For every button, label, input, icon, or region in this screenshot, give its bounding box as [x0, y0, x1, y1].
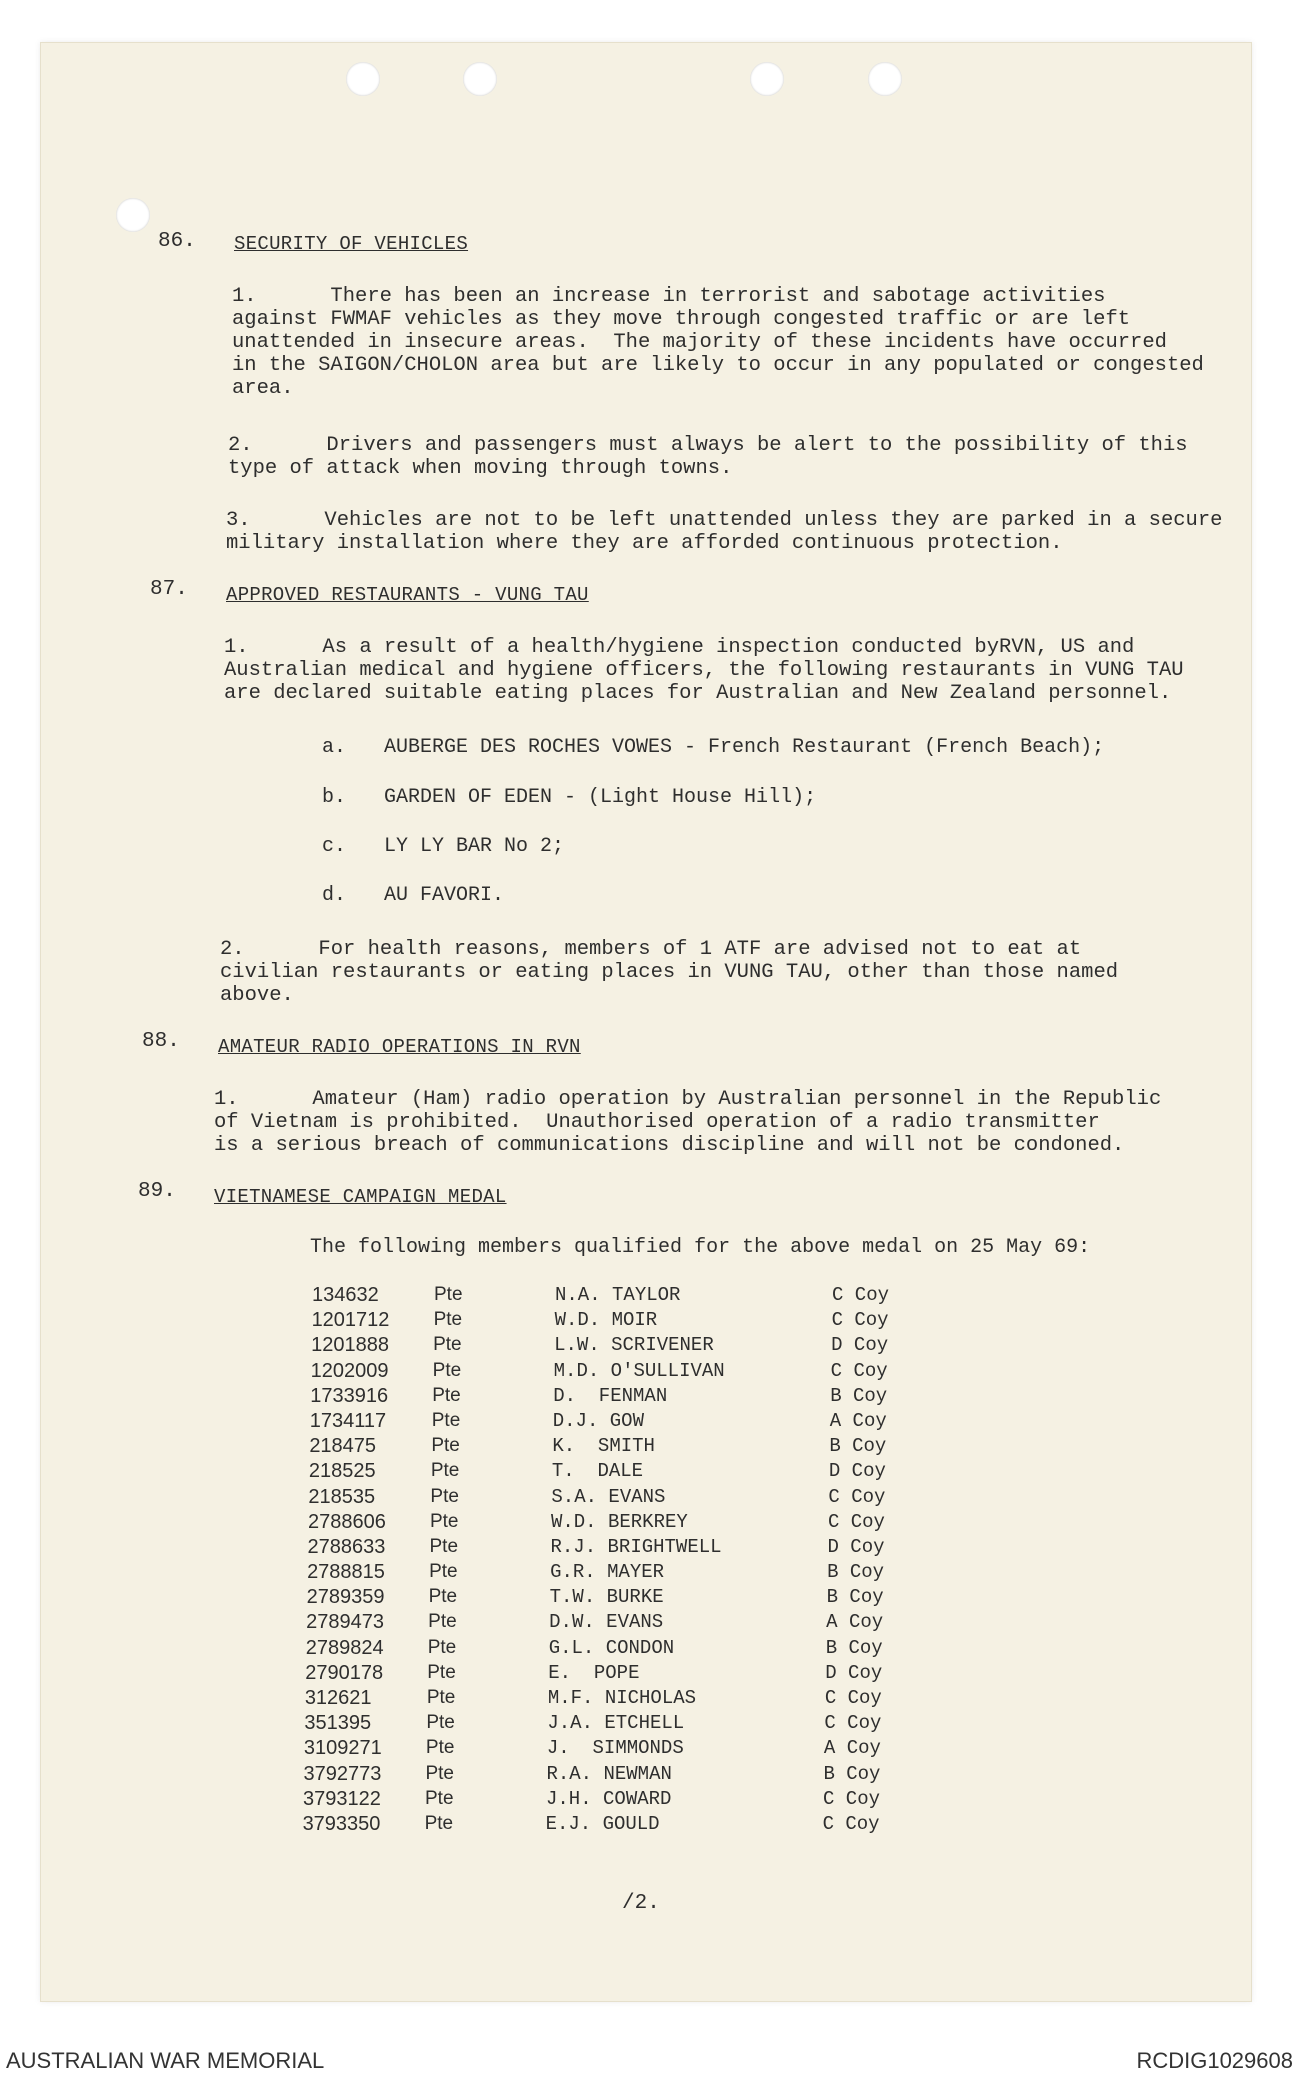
member-company: B Coy: [827, 1561, 885, 1584]
page-continuation: /2.: [622, 1892, 660, 1915]
member-rank: Pte: [428, 1611, 457, 1633]
section-89-number: 89.: [138, 1180, 176, 1203]
member-service-number: 2789359: [306, 1586, 385, 1609]
member-service-number: 1202009: [310, 1359, 389, 1382]
section-86-paragraph-2: 2. Drivers and passengers must always be alert to the possibility of this type of attack when moving through towns.: [228, 434, 1188, 480]
member-rank: Pte: [427, 1636, 457, 1658]
table-row: [299, 1460, 939, 1485]
section-87-number: 87.: [150, 578, 188, 601]
member-service-number: 312621: [304, 1687, 372, 1709]
table-row: [298, 1511, 938, 1536]
restaurant-item-a: a. AUBERGE DES ROCHES VOWES - French Restaurant (French Beach);: [322, 736, 1105, 759]
table-row: [297, 1586, 937, 1611]
member-rank: Pte: [425, 1737, 455, 1759]
medal-members-table: [302, 1284, 942, 1838]
member-company: C Coy: [832, 1284, 890, 1306]
member-name: W.D. BERKREY: [550, 1510, 688, 1533]
member-service-number: 3792773: [303, 1762, 382, 1785]
member-service-number: 2790178: [305, 1661, 384, 1684]
member-company: D Coy: [828, 1460, 886, 1483]
member-service-number: 1733916: [310, 1384, 389, 1407]
member-rank: Pte: [432, 1384, 461, 1406]
medal-intro-text: The following members qualified for the above medal on 25 May 69:: [310, 1236, 1091, 1259]
restaurant-item-c: c. LY LY BAR No 2;: [322, 835, 565, 858]
section-86-heading: SECURITY OF VEHICLES: [234, 233, 469, 255]
member-service-number: 1734117: [309, 1409, 387, 1432]
member-name: R.A. NEWMAN: [546, 1762, 672, 1785]
member-company: A Coy: [829, 1409, 887, 1432]
member-company: C Coy: [824, 1712, 882, 1735]
section-87-paragraph-2: 2. For health reasons, members of 1 ATF are advised not to eat at civilian restaurants or eating places in VUNG TAU, other than those named above.: [220, 938, 1119, 1007]
section-88-number: 88.: [142, 1030, 180, 1053]
member-name: G.R. MAYER: [550, 1561, 665, 1584]
member-company: B Coy: [823, 1762, 881, 1785]
member-service-number: 218535: [308, 1485, 376, 1508]
section-88-paragraph-1: 1. Amateur (Ham) radio operation by Australian personnel in the Republic of Vietnam is prohibited. Unauthorised operation of a radio transmitter is a serious breach of communications discipline and will not be condoned.: [214, 1088, 1162, 1157]
member-rank: Pte: [426, 1712, 455, 1734]
member-company: B Coy: [825, 1636, 883, 1659]
member-service-number: 3109271: [303, 1737, 382, 1760]
section-87-paragraph-1: 1. As a result of a health/hygiene inspection conducted byRVN, US and Australian medical and hygiene officers, the following restaurants in VUNG TAU are declared suitable eating places for Australian and New Zealand personnel.: [224, 636, 1184, 705]
member-service-number: 2788606: [307, 1510, 386, 1533]
member-company: C Coy: [823, 1787, 881, 1810]
punch-hole-3: [750, 62, 784, 96]
member-company: C Coy: [831, 1309, 889, 1332]
punch-hole-4: [868, 62, 902, 96]
table-row: [297, 1561, 937, 1586]
section-86-number: 86.: [158, 230, 196, 253]
member-company: C Coy: [824, 1687, 882, 1709]
punch-hole-5: [116, 198, 150, 232]
section-86-paragraph-3: 3. Vehicles are not to be left unattended unless they are parked in a secure military installation where they are afforded continuous protection.: [226, 509, 1223, 555]
member-rank: Pte: [429, 1510, 459, 1532]
table-row: [294, 1712, 934, 1737]
member-service-number: 2789473: [306, 1611, 385, 1634]
member-name: R.J. BRIGHTWELL: [550, 1535, 722, 1558]
member-rank: Pte: [433, 1309, 463, 1331]
footer-left-credit: AUSTRALIAN WAR MEMORIAL: [6, 2048, 325, 2073]
member-service-number: 134632: [312, 1284, 379, 1306]
table-row: [293, 1813, 933, 1838]
member-name: D.J. GOW: [552, 1409, 644, 1432]
member-rank: Pte: [424, 1812, 454, 1834]
member-name: N.A. TAYLOR: [555, 1284, 681, 1306]
member-company: A Coy: [826, 1611, 884, 1634]
section-86-paragraph-1: 1. There has been an increase in terrorist and sabotage activities against FWMAF vehicles as they move through congested traffic or are left unattended in insecure areas. The majority of these incidents have occurred in the SAIGON/CHOLON area but are likely to occur in any populated or congested area.: [232, 285, 1204, 400]
member-service-number: 218475: [309, 1435, 377, 1458]
member-company: C Coy: [830, 1359, 888, 1382]
member-rank: Pte: [427, 1661, 456, 1683]
member-company: C Coy: [822, 1812, 880, 1835]
member-company: C Coy: [827, 1510, 885, 1533]
table-row: [298, 1536, 938, 1561]
table-row: [299, 1435, 939, 1460]
member-name: S.A. EVANS: [551, 1485, 666, 1508]
member-service-number: 351395: [304, 1712, 372, 1735]
table-row: [300, 1410, 940, 1435]
table-row: [296, 1637, 936, 1662]
section-88-heading: AMATEUR RADIO OPERATIONS IN RVN: [218, 1036, 581, 1058]
member-company: D Coy: [831, 1334, 889, 1357]
table-row: [301, 1334, 941, 1359]
member-name: J.A. ETCHELL: [547, 1712, 685, 1735]
table-row: [295, 1687, 935, 1712]
member-name: K. SMITH: [552, 1435, 655, 1458]
restaurant-item-d: d. AU FAVORI.: [322, 884, 505, 907]
member-rank: Pte: [425, 1787, 454, 1809]
section-89-heading: VIETNAMESE CAMPAIGN MEDAL: [214, 1186, 507, 1208]
member-company: B Coy: [830, 1384, 888, 1407]
member-name: L.W. SCRIVENER: [554, 1334, 714, 1357]
member-service-number: 2788633: [307, 1535, 386, 1558]
member-name: M.D. O'SULLIVAN: [553, 1359, 725, 1382]
member-name: D.W. EVANS: [549, 1611, 664, 1634]
member-name: T.W. BURKE: [549, 1586, 664, 1609]
member-rank: Pte: [431, 1409, 461, 1431]
member-name: E.J. GOULD: [545, 1812, 660, 1835]
member-rank: Pte: [428, 1586, 458, 1608]
member-company: A Coy: [823, 1737, 881, 1760]
member-name: M.F. NICHOLAS: [547, 1687, 697, 1709]
member-service-number: 2788815: [307, 1561, 385, 1584]
table-row: [294, 1737, 934, 1762]
table-row: [293, 1788, 933, 1813]
member-name: W.D. MOIR: [554, 1309, 658, 1332]
member-service-number: 3793350: [302, 1812, 381, 1835]
member-rank: Pte: [431, 1435, 460, 1457]
table-row: [295, 1662, 935, 1687]
table-row: [296, 1611, 936, 1636]
member-company: B Coy: [829, 1435, 887, 1458]
punch-hole-2: [463, 62, 497, 96]
restaurant-item-b: b. GARDEN OF EDEN - (Light House Hill);: [322, 786, 817, 809]
member-rank: Pte: [432, 1359, 462, 1381]
table-row: [298, 1486, 938, 1511]
member-rank: Pte: [434, 1284, 463, 1305]
section-87-heading: APPROVED RESTAURANTS - VUNG TAU: [226, 584, 589, 606]
member-rank: Pte: [430, 1485, 459, 1507]
member-service-number: 2789824: [305, 1636, 384, 1659]
member-company: D Coy: [827, 1535, 885, 1558]
member-name: E. POPE: [548, 1661, 640, 1684]
member-service-number: 1201888: [311, 1334, 389, 1357]
member-name: J. SIMMONDS: [546, 1737, 684, 1760]
member-rank: Pte: [433, 1334, 462, 1356]
punch-hole-1: [346, 62, 380, 96]
table-row: [300, 1385, 940, 1410]
member-name: D. FENMAN: [553, 1384, 668, 1407]
table-row: [302, 1309, 942, 1334]
footer-right-id: RCDIG1029608: [1136, 2048, 1293, 2073]
member-service-number: 218525: [308, 1460, 376, 1483]
table-row: [302, 1284, 942, 1309]
member-rank: Pte: [430, 1460, 460, 1482]
member-rank: Pte: [429, 1561, 458, 1583]
member-company: C Coy: [828, 1485, 886, 1508]
member-service-number: 1201712: [311, 1309, 390, 1332]
member-company: D Coy: [825, 1661, 883, 1684]
member-name: T. DALE: [551, 1460, 644, 1483]
member-name: J.H. COWARD: [546, 1787, 672, 1810]
member-name: G.L. CONDON: [548, 1636, 675, 1659]
member-company: B Coy: [826, 1586, 884, 1609]
table-row: [301, 1360, 941, 1385]
member-rank: Pte: [425, 1762, 454, 1784]
member-rank: Pte: [426, 1687, 456, 1708]
table-row: [293, 1763, 933, 1788]
member-rank: Pte: [429, 1535, 459, 1557]
member-service-number: 3793122: [303, 1787, 381, 1810]
